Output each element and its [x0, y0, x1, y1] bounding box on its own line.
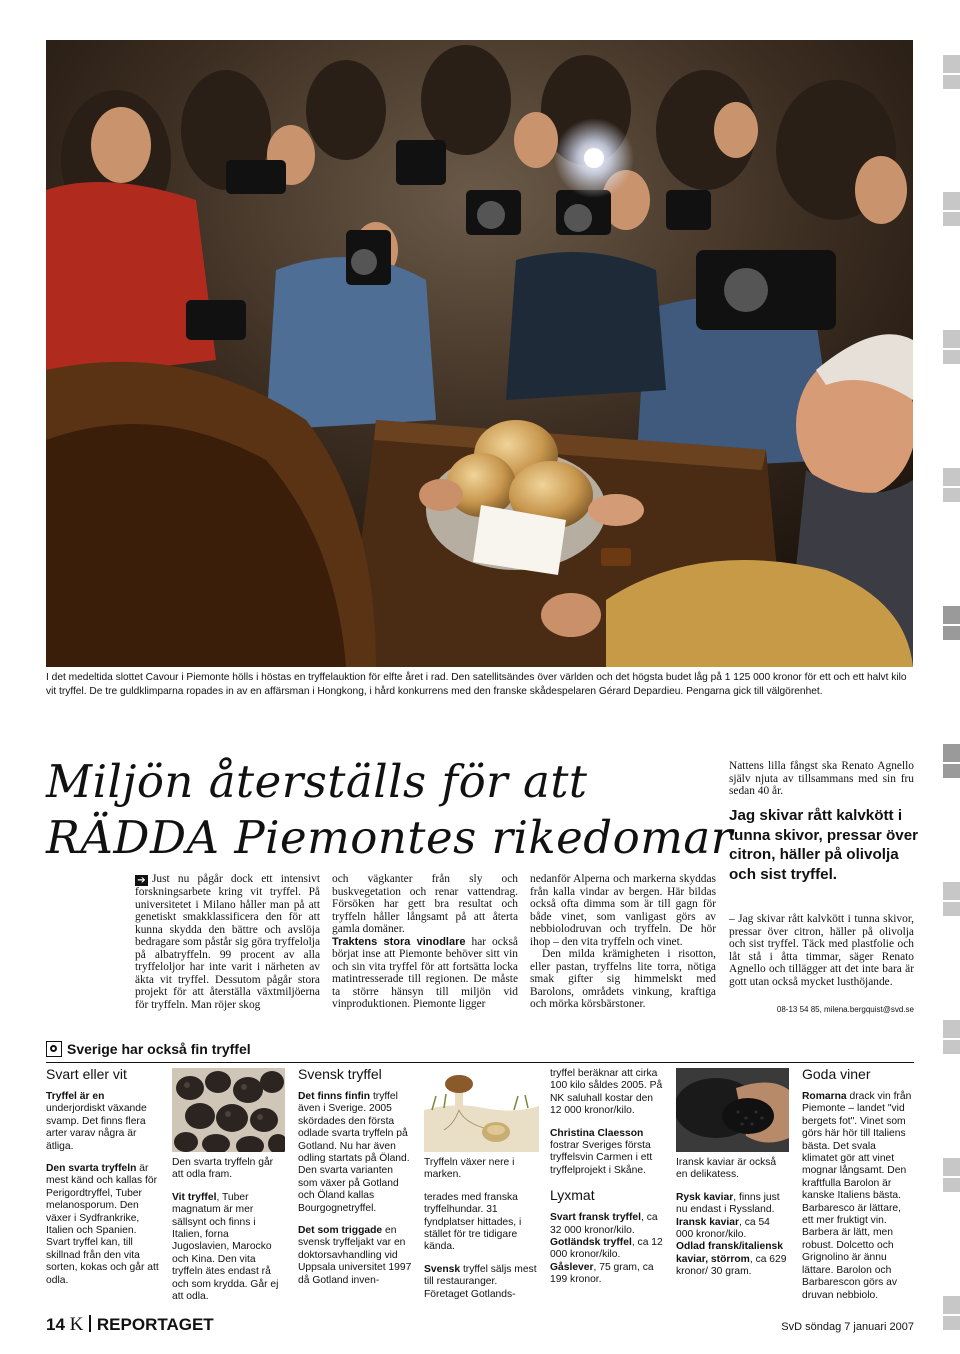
edge-tab [943, 1020, 960, 1038]
svensk-p1: även i Sverige. 2005 skördades den första odlade svarta tryffeln på Gotland. Nu har även odling startats på Öland. Den svarta varianten som växer på Gotland och Öland kallas Bourgognetryffel. [298, 1103, 410, 1214]
truffle-auction-illustration [46, 40, 913, 667]
truffle-underground-illustration [424, 1066, 539, 1152]
section-letter: K [69, 1314, 84, 1335]
col5-p2-lead: Christina Claesson [550, 1127, 644, 1139]
caviar-photo [676, 1068, 789, 1152]
pull-quote: Jag skivar rått kalvkött i tunna skivor, pressar över citron, häller på olivolja och sist tryffel. [729, 807, 919, 883]
col6-p1: , finns just nu endast i Ryssland. [676, 1191, 780, 1216]
edge-tab [943, 468, 960, 486]
edge-tab [943, 626, 960, 640]
factbox-viner-column [802, 1066, 914, 1302]
article-column-1 [135, 873, 320, 1011]
black-truffle-photo-caption: Den svarta tryffeln går att odla fram. [172, 1157, 274, 1181]
article-column-3 [530, 873, 716, 1011]
col6-p1-lead: Rysk kaviar [676, 1191, 734, 1203]
article-col3-p2: Den milda krämigheten i risotton, eller pastan, tryffelns lite torra, nötiga smak gifter sig himmelskt med Barolons, områdets vinkung, kraftiga och mörka körsbärstoner. [530, 948, 716, 1010]
photo-caption: I det medeltida slottet Cavour i Piemonte hölls i höstas en tryffelauktion för elfte året i rad. Den satellitsändes över världen och det högsta budet låg på 1 125 000 kronor för ett och ett halvt kilo vit tryffel. De tre guldklimparna ropades in av en affärsman i Hongkong, i hård konkurrens med den franske skådespelaren Gérard Depardieu. Pengarna gick till välgörenhet. [46, 672, 907, 698]
article-col3-p1: nedanför Alperna och markerna skyddas från kalla vindar av bergen. Här bildas också ofta dimma som är till gagn för både vinet, som vanligast görs av nebbiolodruvan och tryffeln. De hör ihop – den vita tryffeln och vinet. [530, 873, 716, 948]
publication-date: SvD söndag 7 januari 2007 [781, 1321, 914, 1333]
edge-tab [943, 488, 960, 502]
col6-p2-lead: Iransk kaviar [676, 1216, 739, 1228]
section-divider [89, 1315, 91, 1332]
svensk-p1-mid: tryffel [370, 1091, 398, 1102]
target-icon [46, 1041, 62, 1057]
svensk-heading: Svensk tryffel [298, 1066, 382, 1082]
headline-line-1: Miljön återställs för att [46, 755, 588, 808]
truffle-auction-photo [46, 40, 913, 667]
edge-tab [943, 744, 960, 762]
viner-lead: Romarna [802, 1091, 847, 1102]
author-contact: 08-13 54 85, milena.bergquist@svd.se [776, 1005, 914, 1014]
svensk-p2: en svensk tryffeljakt var en doktorsavhandling vid Uppsala universitet 1997 då Gotland inven- [298, 1225, 412, 1286]
section-name: REPORTAGET [96, 1315, 214, 1334]
article-col2-lead: Traktens stora vinodlare [332, 935, 466, 948]
svart-p2-lead: Den svarta tryffeln [46, 1163, 137, 1175]
article-col2-p2: har också börjat inse att Piemonte behöver sitt vin och sin vita tryffel för att fortsätta locka matintresserade till regionen. De måste ta större hänsyn till miljön vid vinproduktionen. Piemonte ligger [332, 935, 518, 1010]
lyx-3-lead: Gåslever [550, 1261, 594, 1273]
lyx-2-lead: Gotländsk tryffel [550, 1237, 632, 1249]
page-footer-section [46, 1314, 214, 1336]
svart-heading: Svart eller vit [46, 1066, 127, 1082]
edge-tab [943, 764, 960, 778]
svensk-p1-lead: Det finns finfin [298, 1091, 371, 1102]
edge-tab [943, 330, 960, 348]
factbox-col6 [676, 1157, 789, 1279]
col5-p2: fostrar Sveriges första tryffelsvin Carmen i ett tryffelprojekt i Skåne. [550, 1140, 653, 1176]
factbox-svensk-column [298, 1066, 413, 1287]
factbox-header [46, 1041, 251, 1061]
edge-tab [943, 55, 960, 73]
col4-p2: tryffel säljs mest till restauranger. Företaget Gotlands- [424, 1263, 537, 1300]
article-col2-p1: och vägkanter från sly och buskvegetation och renar vattendrag. Försöken har gett bra resultat och tryffeln håller långsamt på att återta gamla domäner. [332, 873, 518, 935]
svart-p1: underjordiskt växande svamp. Det finns flera arter varav några är ätliga. [46, 1103, 147, 1152]
edge-tab [943, 882, 960, 900]
svart-p1-lead: Tryffel är en [46, 1091, 105, 1102]
svart-p2: är mest känd och kallas för Perigordtryffel, Tuber melanosporum. Den växer i Sydfrankrike, Italien och Spanien. Svart tryffel kan, till skillnad från den vita sorten, kokas och går att odla. [46, 1163, 159, 1286]
edge-tab [943, 1040, 960, 1054]
edge-tab [943, 75, 960, 89]
page-number: 14 [46, 1315, 65, 1334]
edge-tab [943, 1316, 960, 1330]
factbox-rule [46, 1062, 914, 1063]
article-column-2 [332, 873, 518, 1011]
factbox-svart-column [46, 1066, 159, 1297]
vit-text: , Tuber magnatum är mer sällsynt och finns i Italien, forna Jugoslavien, Marocko och Kina. Den vita tryffeln ätes endast rå och som krydda. Går ej att odla. [172, 1191, 279, 1303]
vit-lead: Vit tryffel [172, 1191, 217, 1203]
svensk-p2-lead: Det som triggade [298, 1225, 383, 1237]
factbox-col4 [424, 1157, 539, 1301]
article-col1-text: Just nu pågår dock ett intensivt forskningsarbete kring vit tryffel. På universitetet i Milano håller man på att genetiskt smakklassificera den för att kunna skydda den bättre och avslöja bedragare som påstår sig göra tryffelolja på albatryffeln. 99 procent av alla tryffeloljor har inte varit i närheten av äkta vit tryffel. Dessutom pågår stora projekt för att återställa växtmiljöerna för tryffeln. Man röjer skog [135, 873, 320, 1011]
illustration-caption: Tryffeln växer nere i marken. [424, 1157, 515, 1181]
col6-p3: , ca 629 kronor/ 30 gram. [676, 1253, 787, 1278]
viner-text: drack vin från Piemonte – landet "vid bergets fot". Vinet som görs här hör till Italiens bästa. Det svala klimatet gör att vinet mognar långsamt. Den kraftfulla Barolon är kanske Italiens bästa. Barbaresco är lättare, ett mer fruktigt vin. Barbera är lätt, men robust. Dolcetto och Grignolino är ännu lättare. Barolon och Barbarescon görs av druvan nebbiolo. [802, 1091, 912, 1301]
lyx-2: , ca 12 000 kronor/kilo. [550, 1237, 663, 1261]
col4-p1: terades med franska tryffelhundar. 31 fyndplatser hittades, i stället för tre tidigare kända. [424, 1191, 522, 1253]
lyx-3: , 75 gram, ca 199 kronor. [550, 1261, 654, 1286]
edge-tab [943, 1296, 960, 1314]
factbox-title: Sverige har också fin tryffel [67, 1041, 251, 1057]
edge-tab [943, 350, 960, 364]
headline-line-2: RÄDDA Piemontes rikedomar [46, 811, 733, 864]
lyx-1: , ca 32 000 kronor/kilo. [550, 1212, 658, 1236]
factbox-col5 [550, 1068, 665, 1287]
col4-p2-lead: Svensk [424, 1263, 461, 1275]
col6-p3-lead: Odlad fransk/italiensk kaviar, störrom [676, 1241, 784, 1265]
edge-tab [943, 1158, 960, 1176]
lyx-1-lead: Svart fransk tryffel [550, 1212, 641, 1224]
black-truffle-photo [172, 1068, 285, 1152]
col6-p2: , ca 54 000 kronor/kilo. [676, 1216, 770, 1241]
edge-tab [943, 192, 960, 210]
col5-p1: tryffel beräknar att cirka 100 kilo såldes 2005. På NK saluhall kostar den 12 000 kronor/kilo. [550, 1068, 663, 1117]
edge-tab [943, 1178, 960, 1192]
edge-tab [943, 606, 960, 624]
caviar-caption: Iransk kaviar är också en delikatess. [676, 1157, 777, 1181]
edge-tab [943, 212, 960, 226]
factbox-vit-column [172, 1157, 285, 1313]
sidebar-intro: Nattens lilla fångst ska Renato Agnello själv njuta av tillsammans med sin fru sedan 40 år. [729, 760, 914, 797]
viner-heading: Goda viner [802, 1066, 871, 1082]
sidebar-body: – Jag skivar rått kalvkött i tunna skivor, pressar över citron, häller på olivolja och sist tryffel. Täck med plastfolie och låt stå i åtta timmar, säger Renato Agnello och tillägger att det inte bara är gott utan också mycket lusthöjande. [729, 913, 914, 988]
edge-tab [943, 902, 960, 916]
arrow-right-icon: ➔ [135, 875, 148, 886]
lyxmat-heading: Lyxmat [550, 1187, 595, 1204]
